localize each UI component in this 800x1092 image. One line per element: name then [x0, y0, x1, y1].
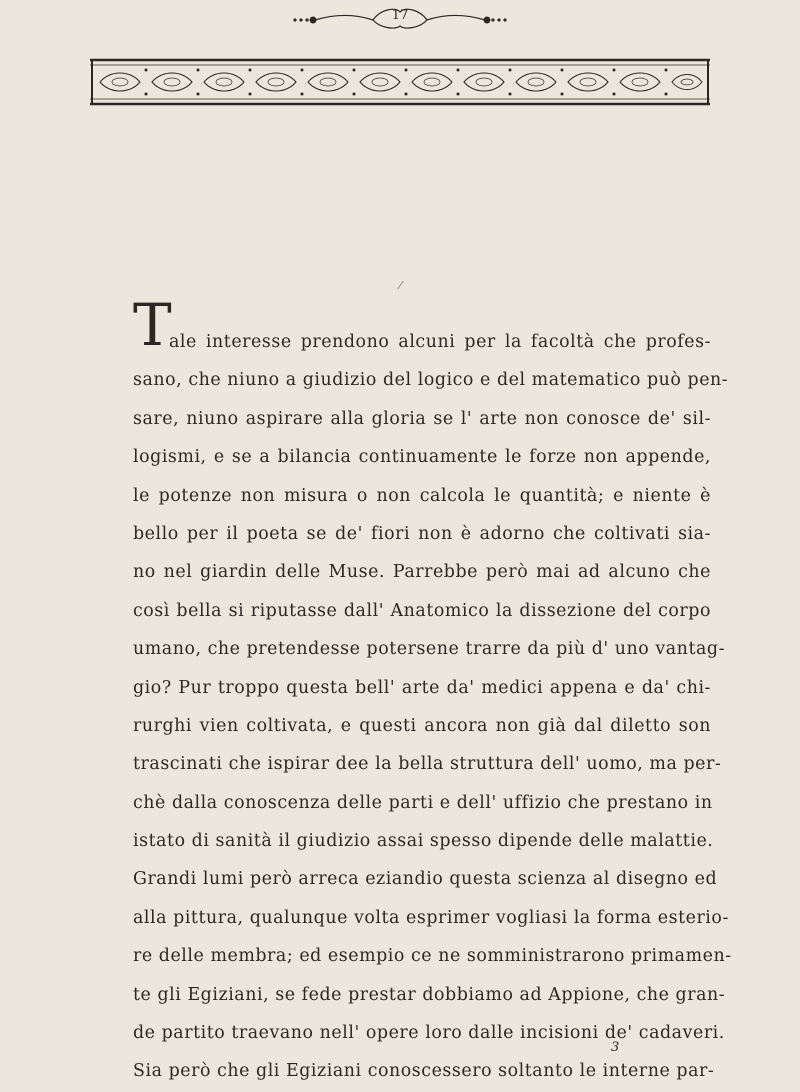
text-line: no nel giardin delle Muse. Parrebbe però mai ad alcuno che	[133, 562, 711, 583]
text-line: alla pittura, qualunque volta esprimer vogliasi la forma esterio-	[133, 907, 729, 928]
text-line: ale interesse prendono alcuni per la facoltà che profes-	[169, 332, 711, 352]
text-line: sare, niuno aspirare alla gloria se l' arte non conosce de' sil-	[133, 408, 711, 429]
text-line: bello per il poeta se de' fiori non è adorno che coltivati sia-	[133, 523, 711, 544]
signature-mark: 3	[611, 1040, 620, 1055]
stray-ink-mark	[397, 281, 404, 290]
text-line: rurghi vien coltivata, e questi ancora non già dal diletto son	[133, 715, 711, 736]
text-line: sano, che niuno a giudizio del logico e del matematico può pen-	[133, 370, 729, 391]
text-line: Grandi lumi però arreca eziandio questa scienza al disegno ed	[133, 869, 718, 890]
text-line: trascinati che ispirar dee la bella struttura dell' uomo, ma per-	[133, 754, 722, 775]
text-line: istato di sanità il giudizio assai spesso dipende delle malattie.	[133, 831, 714, 852]
drop-cap: T	[133, 291, 172, 359]
text-line: le potenze non misura o non calcola le quantità; e niente è	[133, 485, 711, 506]
text-line: gio? Pur troppo questa bell' arte da' medici appena e da' chi-	[133, 677, 711, 698]
text-line: così bella si riputasse dall' Anatomico la dissezione del corpo	[133, 600, 711, 621]
text-line: te gli Egiziani, se fede prestar dobbiamo ad Appione, che gran-	[133, 984, 726, 1005]
page-number: 17	[391, 8, 409, 23]
body-text	[133, 323, 732, 1091]
text-line: re delle membra; ed esempio ce ne somministrarono primamen-	[133, 946, 732, 967]
text-line: chè dalla conoscenza delle parti e dell' uffizio che prestano in	[133, 792, 713, 813]
text-line: de partito traevano nell' opere loro dalle incisioni de' cadaveri.	[133, 1023, 725, 1044]
decorative-border-band	[90, 56, 710, 108]
text-line: Sia però che gli Egiziani conoscessero soltanto le interne par-	[133, 1061, 715, 1082]
text-line: logismi, e se a bilancia continuamente le forze non appende,	[133, 447, 711, 468]
text-line: umano, che pretendesse potersene trarre da più d' uno vantag-	[133, 639, 726, 660]
